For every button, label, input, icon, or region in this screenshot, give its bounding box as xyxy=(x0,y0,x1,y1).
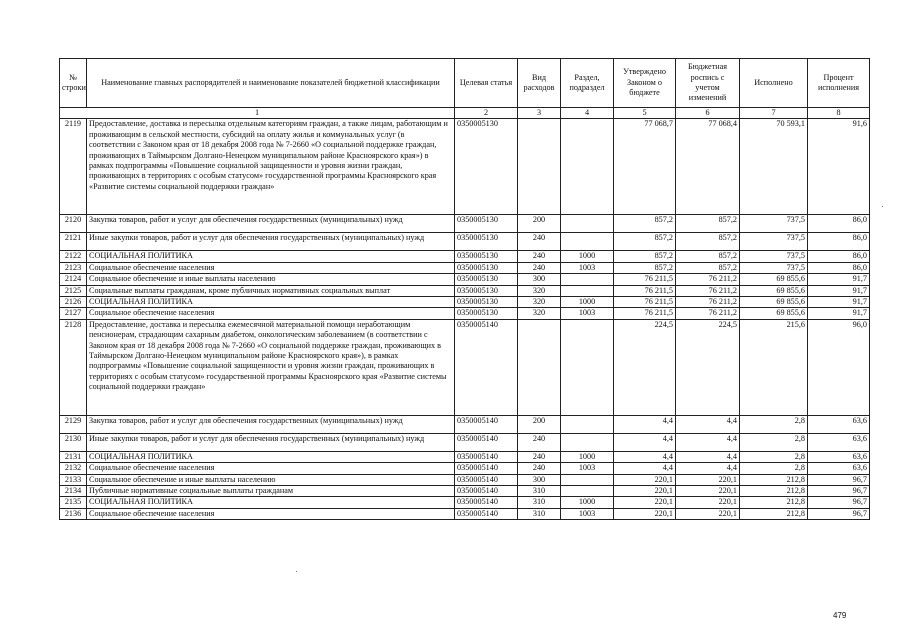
row-name: Социальное обеспечение населения xyxy=(87,262,455,273)
column-number: 6 xyxy=(676,108,740,119)
row-name: Социальные выплаты гражданам, кроме публичных нормативных социальных выплат xyxy=(87,285,455,296)
row-section xyxy=(561,233,614,251)
table-header-row xyxy=(60,59,870,108)
row-name: Иные закупки товаров, работ и услуг для обеспечения государственных (муниципальных) нужд xyxy=(87,233,455,251)
row-expense-type: 320 xyxy=(518,308,561,319)
table-row xyxy=(60,319,870,415)
row-number: 2132 xyxy=(60,463,87,474)
row-approved: 76 211,5 xyxy=(614,285,676,296)
row-expense-type: 240 xyxy=(518,433,561,451)
header-row-number: № строки xyxy=(60,59,87,108)
row-number: 2122 xyxy=(60,251,87,262)
row-percent: 86,0 xyxy=(808,251,870,262)
row-number: 2134 xyxy=(60,486,87,497)
row-budget-schedule: 4,4 xyxy=(676,415,740,433)
row-name: Закупка товаров, работ и услуг для обеспечения государственных (муниципальных) нужд xyxy=(87,215,455,233)
row-target-article: 0350005130 xyxy=(455,119,518,215)
table-body xyxy=(60,119,870,520)
scan-speck xyxy=(882,206,883,207)
row-executed: 69 855,6 xyxy=(740,274,808,285)
row-name: Социальное обеспечение и иные выплаты населению xyxy=(87,474,455,485)
row-target-article: 0350005140 xyxy=(455,486,518,497)
row-budget-schedule: 77 068,4 xyxy=(676,119,740,215)
scan-speck xyxy=(296,571,297,572)
row-number: 2136 xyxy=(60,508,87,519)
row-target-article: 0350005140 xyxy=(455,497,518,508)
row-approved: 4,4 xyxy=(614,451,676,462)
row-executed: 2,8 xyxy=(740,433,808,451)
row-target-article: 0350005130 xyxy=(455,233,518,251)
row-section: 1003 xyxy=(561,308,614,319)
row-percent: 91,7 xyxy=(808,297,870,308)
row-number: 2119 xyxy=(60,119,87,215)
row-budget-schedule: 857,2 xyxy=(676,251,740,262)
table-row xyxy=(60,474,870,485)
row-budget-schedule: 4,4 xyxy=(676,451,740,462)
row-section: 1003 xyxy=(561,463,614,474)
row-budget-schedule: 4,4 xyxy=(676,433,740,451)
table-row xyxy=(60,119,870,215)
row-expense-type: 240 xyxy=(518,233,561,251)
row-number: 2121 xyxy=(60,233,87,251)
table-row xyxy=(60,233,870,251)
row-budget-schedule: 224,5 xyxy=(676,319,740,415)
row-number: 2125 xyxy=(60,285,87,296)
row-approved: 857,2 xyxy=(614,215,676,233)
row-budget-schedule: 220,1 xyxy=(676,474,740,485)
row-approved: 76 211,5 xyxy=(614,308,676,319)
row-target-article: 0350005130 xyxy=(455,274,518,285)
budget-execution-table xyxy=(59,58,870,520)
row-target-article: 0350005130 xyxy=(455,251,518,262)
row-name: Предоставление, доставка и пересылка отдельным категориям граждан, а также лицам, работающим и проживающим в сельской местности, субсидий на оплату жилья и коммунальных услуг (в соответствии с Законом края от 18 декабря 2008 года № 7-2660 «О социальной поддержке граждан, проживающих в Таймырском Долгано-Ненецком муниципальном районе Красноярского края») в рамках подпрограммы «Повышение социальной защищенности и уровня жизни граждан, проживающих в территориях с особым статусом» государственной программы Красноярского края «Развитие системы социальной поддержки граждан» xyxy=(87,119,455,215)
row-expense-type: 200 xyxy=(518,215,561,233)
row-expense-type: 310 xyxy=(518,486,561,497)
row-executed: 212,8 xyxy=(740,486,808,497)
row-expense-type: 300 xyxy=(518,474,561,485)
row-executed: 737,5 xyxy=(740,233,808,251)
row-percent: 96,7 xyxy=(808,508,870,519)
row-approved: 4,4 xyxy=(614,433,676,451)
header-executed: Исполнено xyxy=(740,59,808,108)
row-percent: 63,6 xyxy=(808,463,870,474)
row-number: 2124 xyxy=(60,274,87,285)
row-executed: 2,8 xyxy=(740,415,808,433)
row-name: СОЦИАЛЬНАЯ ПОЛИТИКА xyxy=(87,497,455,508)
row-approved: 220,1 xyxy=(614,497,676,508)
row-section xyxy=(561,486,614,497)
row-percent: 96,0 xyxy=(808,319,870,415)
column-number: 5 xyxy=(614,108,676,119)
row-expense-type: 300 xyxy=(518,274,561,285)
row-name: Публичные нормативные социальные выплаты гражданам xyxy=(87,486,455,497)
row-number: 2120 xyxy=(60,215,87,233)
row-target-article: 0350005130 xyxy=(455,215,518,233)
row-expense-type: 240 xyxy=(518,463,561,474)
row-budget-schedule: 857,2 xyxy=(676,262,740,273)
row-target-article: 0350005130 xyxy=(455,262,518,273)
row-section xyxy=(561,474,614,485)
row-budget-schedule: 76 211,2 xyxy=(676,297,740,308)
row-executed: 69 855,6 xyxy=(740,285,808,296)
row-section xyxy=(561,285,614,296)
column-number: 3 xyxy=(518,108,561,119)
header-target-article: Целевая статья xyxy=(455,59,518,108)
row-percent: 63,6 xyxy=(808,451,870,462)
row-name: СОЦИАЛЬНАЯ ПОЛИТИКА xyxy=(87,251,455,262)
row-section xyxy=(561,319,614,415)
row-executed: 737,5 xyxy=(740,215,808,233)
row-approved: 857,2 xyxy=(614,262,676,273)
row-number: 2135 xyxy=(60,497,87,508)
column-number: 1 xyxy=(60,108,455,119)
row-section: 1003 xyxy=(561,508,614,519)
row-expense-type: 310 xyxy=(518,497,561,508)
row-approved: 76 211,5 xyxy=(614,274,676,285)
row-executed: 212,8 xyxy=(740,474,808,485)
row-executed: 2,8 xyxy=(740,451,808,462)
row-executed: 2,8 xyxy=(740,463,808,474)
row-executed: 212,8 xyxy=(740,497,808,508)
column-number: 2 xyxy=(455,108,518,119)
row-percent: 91,7 xyxy=(808,274,870,285)
row-target-article: 0350005130 xyxy=(455,297,518,308)
page-number: 479 xyxy=(833,611,847,620)
row-approved: 857,2 xyxy=(614,233,676,251)
header-approved: Утверждено Законом о бюджете xyxy=(614,59,676,108)
row-name: СОЦИАЛЬНАЯ ПОЛИТИКА xyxy=(87,451,455,462)
row-expense-type: 240 xyxy=(518,251,561,262)
row-target-article: 0350005130 xyxy=(455,285,518,296)
row-section: 1000 xyxy=(561,297,614,308)
row-approved: 220,1 xyxy=(614,474,676,485)
header-section: Раздел, подраздел xyxy=(561,59,614,108)
row-target-article: 0350005130 xyxy=(455,308,518,319)
row-expense-type xyxy=(518,119,561,215)
row-number: 2129 xyxy=(60,415,87,433)
row-name: Предоставление, доставка и пересылка ежемесячной материальной помощи неработающим пенсионерам, страдающим сахарным диабетом, онкологическим заболеванием (в соответствии с Законом края от 18 декабря 2008 года № 7-2660 «О социальной поддержке граждан, проживающих в Таймырском Долгано-Ненецком муниципальном районе Красноярского края»), в рамках подпрограммы «Повышение социальной защищенности и уровня жизни граждан, проживающих в территориях с особым статусом» государственной программы Красноярского края «Развитие системы социальной поддержки граждан» xyxy=(87,319,455,415)
row-approved: 77 068,7 xyxy=(614,119,676,215)
row-target-article: 0350005140 xyxy=(455,451,518,462)
row-budget-schedule: 220,1 xyxy=(676,508,740,519)
table-row xyxy=(60,308,870,319)
row-executed: 215,6 xyxy=(740,319,808,415)
row-percent: 91,6 xyxy=(808,119,870,215)
row-target-article: 0350005140 xyxy=(455,463,518,474)
row-approved: 857,2 xyxy=(614,251,676,262)
row-percent: 63,6 xyxy=(808,415,870,433)
row-percent: 96,7 xyxy=(808,486,870,497)
row-percent: 91,7 xyxy=(808,285,870,296)
row-budget-schedule: 857,2 xyxy=(676,233,740,251)
row-budget-schedule: 220,1 xyxy=(676,497,740,508)
column-number: 7 xyxy=(740,108,808,119)
column-number: 8 xyxy=(808,108,870,119)
row-percent: 96,7 xyxy=(808,497,870,508)
row-budget-schedule: 76 211,2 xyxy=(676,274,740,285)
row-section: 1003 xyxy=(561,262,614,273)
row-number: 2128 xyxy=(60,319,87,415)
table-row xyxy=(60,508,870,519)
row-expense-type: 240 xyxy=(518,262,561,273)
row-section: 1000 xyxy=(561,451,614,462)
row-number: 2127 xyxy=(60,308,87,319)
row-percent: 86,0 xyxy=(808,262,870,273)
table-row xyxy=(60,262,870,273)
row-section xyxy=(561,215,614,233)
row-expense-type: 200 xyxy=(518,415,561,433)
row-budget-schedule: 76 211,2 xyxy=(676,285,740,296)
table-row xyxy=(60,451,870,462)
header-budget-schedule: Бюджетная роспись с учетом изменений xyxy=(676,59,740,108)
table-row xyxy=(60,497,870,508)
table-row xyxy=(60,215,870,233)
row-executed: 737,5 xyxy=(740,262,808,273)
row-number: 2130 xyxy=(60,433,87,451)
row-section xyxy=(561,433,614,451)
row-approved: 224,5 xyxy=(614,319,676,415)
table-row xyxy=(60,463,870,474)
table-row xyxy=(60,297,870,308)
row-section xyxy=(561,415,614,433)
header-name: Наименование главных распорядителей и наименование показателей бюджетной классификации xyxy=(87,59,455,108)
row-name: Социальное обеспечение и иные выплаты населению xyxy=(87,274,455,285)
row-target-article: 0350005140 xyxy=(455,474,518,485)
row-number: 2126 xyxy=(60,297,87,308)
row-target-article: 0350005140 xyxy=(455,415,518,433)
row-percent: 91,7 xyxy=(808,308,870,319)
table-row xyxy=(60,433,870,451)
column-number-row xyxy=(60,108,870,119)
row-name: Иные закупки товаров, работ и услуг для обеспечения государственных (муниципальных) нужд xyxy=(87,433,455,451)
row-approved: 76 211,5 xyxy=(614,297,676,308)
row-percent: 63,6 xyxy=(808,433,870,451)
row-name: Закупка товаров, работ и услуг для обеспечения государственных (муниципальных) нужд xyxy=(87,415,455,433)
row-target-article: 0350005140 xyxy=(455,508,518,519)
row-executed: 69 855,6 xyxy=(740,297,808,308)
row-expense-type: 310 xyxy=(518,508,561,519)
row-number: 2131 xyxy=(60,451,87,462)
row-approved: 220,1 xyxy=(614,486,676,497)
row-expense-type: 240 xyxy=(518,451,561,462)
row-number: 2123 xyxy=(60,262,87,273)
row-name: Социальное обеспечение населения xyxy=(87,508,455,519)
row-expense-type: 320 xyxy=(518,297,561,308)
row-section: 1000 xyxy=(561,251,614,262)
table-row xyxy=(60,415,870,433)
row-section xyxy=(561,274,614,285)
row-budget-schedule: 220,1 xyxy=(676,486,740,497)
row-name: СОЦИАЛЬНАЯ ПОЛИТИКА xyxy=(87,297,455,308)
table-row xyxy=(60,285,870,296)
header-expense-type: Вид расходов xyxy=(518,59,561,108)
row-budget-schedule: 857,2 xyxy=(676,215,740,233)
row-target-article: 0350005140 xyxy=(455,433,518,451)
table-row xyxy=(60,486,870,497)
row-name: Социальное обеспечение населения xyxy=(87,463,455,474)
row-budget-schedule: 76 211,2 xyxy=(676,308,740,319)
row-approved: 4,4 xyxy=(614,463,676,474)
row-executed: 212,8 xyxy=(740,508,808,519)
row-executed: 737,5 xyxy=(740,251,808,262)
row-expense-type: 320 xyxy=(518,285,561,296)
row-percent: 86,0 xyxy=(808,215,870,233)
row-executed: 69 855,6 xyxy=(740,308,808,319)
table-row xyxy=(60,251,870,262)
row-executed: 70 593,1 xyxy=(740,119,808,215)
row-percent: 96,7 xyxy=(808,474,870,485)
row-name: Социальное обеспечение населения xyxy=(87,308,455,319)
row-budget-schedule: 4,4 xyxy=(676,463,740,474)
header-percent: Процент исполнения xyxy=(808,59,870,108)
row-percent: 86,0 xyxy=(808,233,870,251)
row-section: 1000 xyxy=(561,497,614,508)
row-expense-type xyxy=(518,319,561,415)
row-approved: 220,1 xyxy=(614,508,676,519)
row-target-article: 0350005140 xyxy=(455,319,518,415)
column-number: 4 xyxy=(561,108,614,119)
row-number: 2133 xyxy=(60,474,87,485)
row-approved: 4,4 xyxy=(614,415,676,433)
table-row xyxy=(60,274,870,285)
row-section xyxy=(561,119,614,215)
